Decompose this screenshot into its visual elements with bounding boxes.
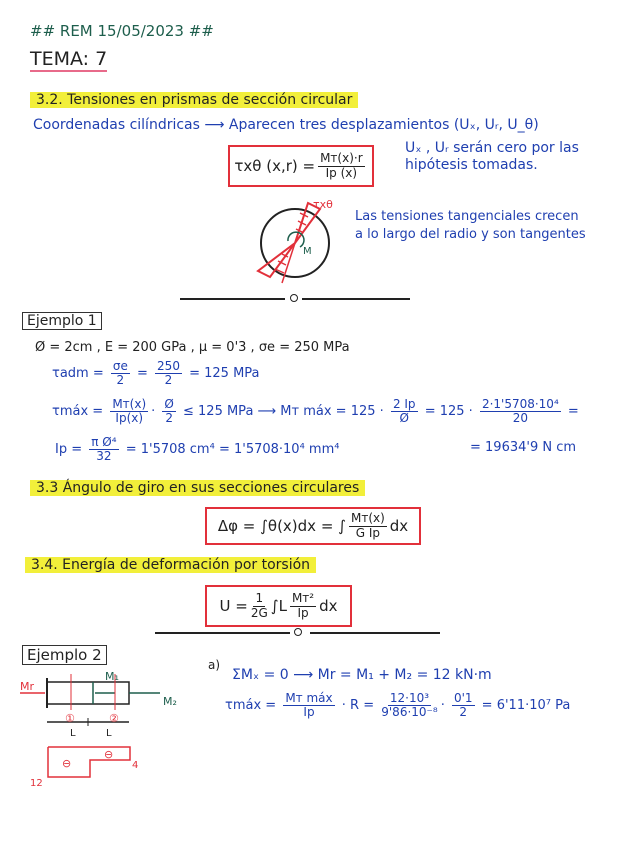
mid: ≤ 125 MPa ⟶ Mт máx = 125 · (183, 404, 384, 420)
note-line: Uₓ , Uᵣ serán cero por las (405, 140, 579, 156)
tau-adm-line: τadm = $\frac{\sigma e}{2}$ = $\frac{250}{2}$ = 125 MPa (52, 359, 260, 388)
formula-num: Mт(x)·r (320, 151, 363, 166)
mid: · R = (341, 698, 375, 714)
num: π Ø⁴ (91, 435, 117, 449)
value-4-label: 4 (132, 760, 139, 771)
diagram-tau-label: τxθ (313, 198, 333, 211)
tau-max-line: τmáx = $\frac{Mт(x)}{Ip(x)}$ · $\frac{Ø}{2}$ ≤ 125 MPa ⟶ Mт máx = 125 · $\frac{2 Ip}{Ø}$ = 125 · $\frac{\text{2·1'5708·10⁴}}{20}$ = (52, 397, 579, 426)
formula-lhs: τxθ (x,r) = (234, 157, 316, 175)
lhs: Δφ = ∫θ(x)dx = ∫ (217, 517, 346, 535)
example-1-givens: Ø = 2cm , E = 200 GPa , μ = 0'3 , σe = 250 MPa (35, 340, 350, 355)
divider-mark (290, 294, 298, 302)
formula-box-angle (205, 507, 421, 545)
divider (180, 298, 285, 300)
rhs: = 1'5708 cm⁴ = 1'5708·10⁴ mm⁴ (125, 442, 340, 458)
num: Mт(x) (350, 511, 385, 526)
note-line: a lo largo del radio y son tangentes (355, 227, 586, 242)
formula-box-shear (228, 145, 374, 187)
m2-label: M₂ (163, 695, 177, 708)
circular-section-diagram (250, 195, 350, 290)
note-line: Las tensiones tangenciales crecen (355, 209, 579, 224)
formula-den: Ip (x) (325, 165, 358, 180)
num: Mт máx (285, 691, 333, 705)
divider (302, 298, 410, 300)
section-heading-3-4: 3.4. Energía de deformación por torsión (25, 557, 316, 573)
example-1-title: Ejemplo 1 (22, 312, 102, 330)
den: 32 (96, 449, 112, 464)
lhs: U = (219, 597, 248, 615)
num: Mт² (291, 591, 315, 606)
ip-line (55, 436, 339, 463)
section-2-label: ② (109, 712, 119, 725)
lhs: τadm = (52, 366, 104, 382)
example-1-result: = 19634'9 N cm (470, 440, 577, 455)
section-1-label: ① (65, 712, 75, 725)
section-heading-3-2: 3.2. Tensiones en prismas de sección circular (30, 92, 358, 108)
num: 1 (255, 591, 264, 606)
den: G Ip (355, 525, 381, 540)
eq: = (567, 404, 579, 420)
reaction-moment-label: Mr (20, 680, 35, 693)
rhs: = 125 MPa (189, 366, 260, 382)
intro-text: Coordenadas cilíndricas ⟶ Aparecen tres desplazamientos (Uₓ, Uᵣ, U_θ) (33, 117, 539, 133)
den: 2 (164, 373, 173, 388)
shaft-diagram (15, 670, 185, 795)
divider (310, 632, 440, 634)
section-heading-3-3: 3.3 Ángulo de giro en sus secciones circulares (30, 480, 365, 496)
rhs: = 6'11·10⁷ Pa (481, 698, 571, 714)
example-2-title: Ejemplo 2 (22, 645, 107, 665)
den: Ip (303, 705, 315, 720)
length-2-label: L (106, 728, 112, 739)
lhs: τmáx = (225, 698, 277, 714)
m1-label: M₁ (105, 670, 119, 683)
integral: ∫L (270, 597, 287, 615)
num: 0'1 (453, 691, 473, 705)
num: Mт(x) (112, 397, 147, 411)
num: 250 (157, 359, 180, 373)
topic-title: TEMA: 7 (30, 48, 108, 70)
den: 2 (165, 411, 173, 426)
equilibrium-equation: ΣMₓ = 0 ⟶ Mr = M₁ + M₂ = 12 kN·m (232, 667, 492, 683)
part-a-label: a) (208, 658, 221, 672)
sign-2-label: ⊖ (104, 748, 114, 761)
divider-mark (294, 628, 302, 636)
den: 2 (116, 373, 125, 388)
sign-1-label: ⊖ (62, 757, 72, 770)
rhs: dx (389, 517, 409, 535)
tau-max-equation: τmáx = $\frac{\text{Mт máx}}{Ip}$ · R = $\frac{\text{12·10³}}{\text{9'86·10⁻⁸}}$ · $\frac{0'1}{2}$ = 6'11·10⁷ Pa (225, 691, 571, 720)
rhs: dx (319, 597, 338, 615)
note-header: ## REM 15/05/2023 ## (30, 22, 214, 40)
den: 2 (459, 705, 468, 720)
lhs: Ip = (55, 442, 83, 458)
divider (155, 632, 290, 634)
den: 2G (250, 605, 268, 620)
num: 12·10³ (389, 691, 430, 705)
den: Ø (399, 411, 409, 426)
num: 2 Ip (392, 397, 416, 411)
tangential-note (355, 208, 586, 244)
diagram-m-label: M (303, 246, 312, 257)
value-12-label: 12 (30, 778, 43, 789)
hypothesis-note (405, 140, 579, 174)
num: 2·1'5708·10⁴ (481, 397, 559, 411)
den: Ip(x) (115, 411, 144, 426)
den: Ip (297, 605, 309, 620)
den: 20 (512, 411, 528, 426)
mid: = 125 · (424, 404, 473, 420)
num: Ø (164, 397, 174, 411)
num: σe (112, 359, 128, 373)
note-line: hipótesis tomadas. (405, 157, 538, 173)
den: 9'86·10⁻⁸ (381, 705, 438, 720)
length-1-label: L (70, 728, 76, 739)
lhs: τmáx = (52, 404, 104, 420)
formula-box-energy (205, 585, 352, 627)
